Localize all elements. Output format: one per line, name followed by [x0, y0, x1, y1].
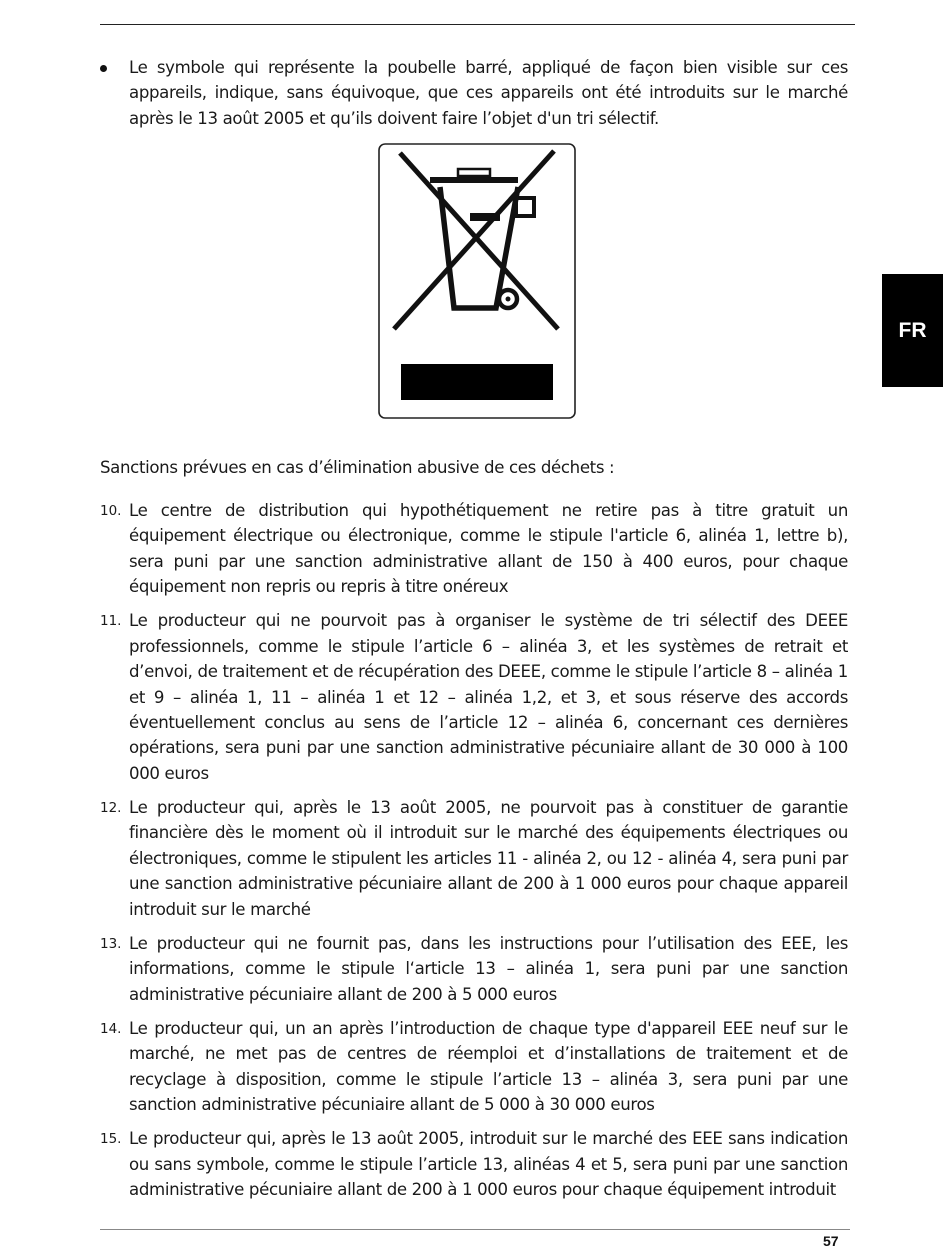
list-item-text: Le producteur qui, après le 13 août 2005, introduit sur le marché des EEE sans indication ou sans symbole, comme le stipule l’article 13, alinéas 4 et 5, sera puni par une sanction administrative pécuniaire allant de 200 à 1 000 euros pour chaque équipement introduit	[129, 1129, 848, 1200]
bullet-paragraph	[100, 55, 848, 131]
crossed-out-wheelie-bin-icon	[378, 143, 576, 419]
bullet-dot-icon	[100, 65, 107, 72]
sanctions-list	[100, 498, 848, 1211]
list-item-text: Le producteur qui ne pourvoit pas à organiser le système de tri sélectif des DEEE professionnels, comme le stipule l’article 6 – alinéa 3, et les systèmes de retrait et d’envoi, de traitement et de récupération des DEEE, comme le stipule l’article 8 – alinéa 1 et 9 – alinéa 1, 11 – alinéa 1 et 12 – alinéa 1,2, et 3, et sous réserve des accords éventuellement conclus au sens de l’article 12 – alinéa 6, concernant ces dernières opérations, sera puni par une sanction administrative pécuniaire allant de 30 000 à 100 000 euros	[129, 611, 848, 783]
list-item-number: 14.	[100, 1020, 122, 1037]
footer-rule	[100, 1229, 850, 1230]
list-item	[100, 608, 848, 786]
list-item-text: Le producteur qui ne fournit pas, dans les instructions pour l’utilisation des EEE, les informations, comme le stipule l‘article 13 – alinéa 1, sera puni par une sanction administrative pécuniaire allant de 200 à 5 000 euros	[129, 933, 848, 1004]
list-item-number: 12.	[100, 800, 122, 817]
list-item-number: 13.	[100, 935, 122, 952]
list-item	[100, 795, 848, 922]
header-rule	[100, 24, 855, 25]
list-item-text: Le producteur qui, après le 13 août 2005, ne pourvoit pas à constituer de garantie financière dès le moment où il introduit sur le marché des équipements électriques ou électroniques, comme le stipulent les articles 11 - alinéa 2, ou 12 - alinéa 4, sera puni par une sanction administrative pécuniaire allant de 200 à 1 000 euros pour chaque appareil introduit sur le marché	[129, 798, 848, 919]
list-item-number: 11.	[100, 613, 122, 630]
list-item	[100, 1016, 848, 1118]
language-tab-label: FR	[898, 318, 927, 342]
list-item-number: 15.	[100, 1131, 122, 1148]
sanctions-intro: Sanctions prévues en cas d’élimination abusive de ces déchets :	[100, 458, 615, 477]
list-item-text: Le centre de distribution qui hypothétiquement ne retire pas à titre gratuit un équipement électrique ou électronique, comme le stipule l'article 6, alinéa 1, lettre b), sera puni par une sanction administrative allant de 150 à 400 euros, pour chaque équipement non repris ou repris à titre onéreux	[129, 501, 848, 597]
list-item	[100, 498, 848, 600]
language-tab	[882, 274, 943, 387]
list-item-number: 10.	[100, 503, 122, 519]
bullet-text: Le symbole qui représente la poubelle barré, appliqué de façon bien visible sur ces appareils, indique, sans équivoque, que ces appareils ont été introduits sur le marché après le 13 août 2005 et qu’ils doivent faire l’objet d'un tri sélectif.	[129, 58, 848, 128]
list-item	[100, 931, 848, 1007]
list-item-text: Le producteur qui, un an après l’introduction de chaque type d'appareil EEE neuf sur le marché, ne met pas de centres de réemploi et d’installations de traitement et de recyclage à disposition, comme le stipule l’article 13 – alinéa 3, sera puni par une sanction administrative pécuniaire allant de 5 000 à 30 000 euros	[129, 1018, 848, 1115]
page-number: 57	[823, 1233, 839, 1249]
list-item	[100, 1126, 848, 1202]
